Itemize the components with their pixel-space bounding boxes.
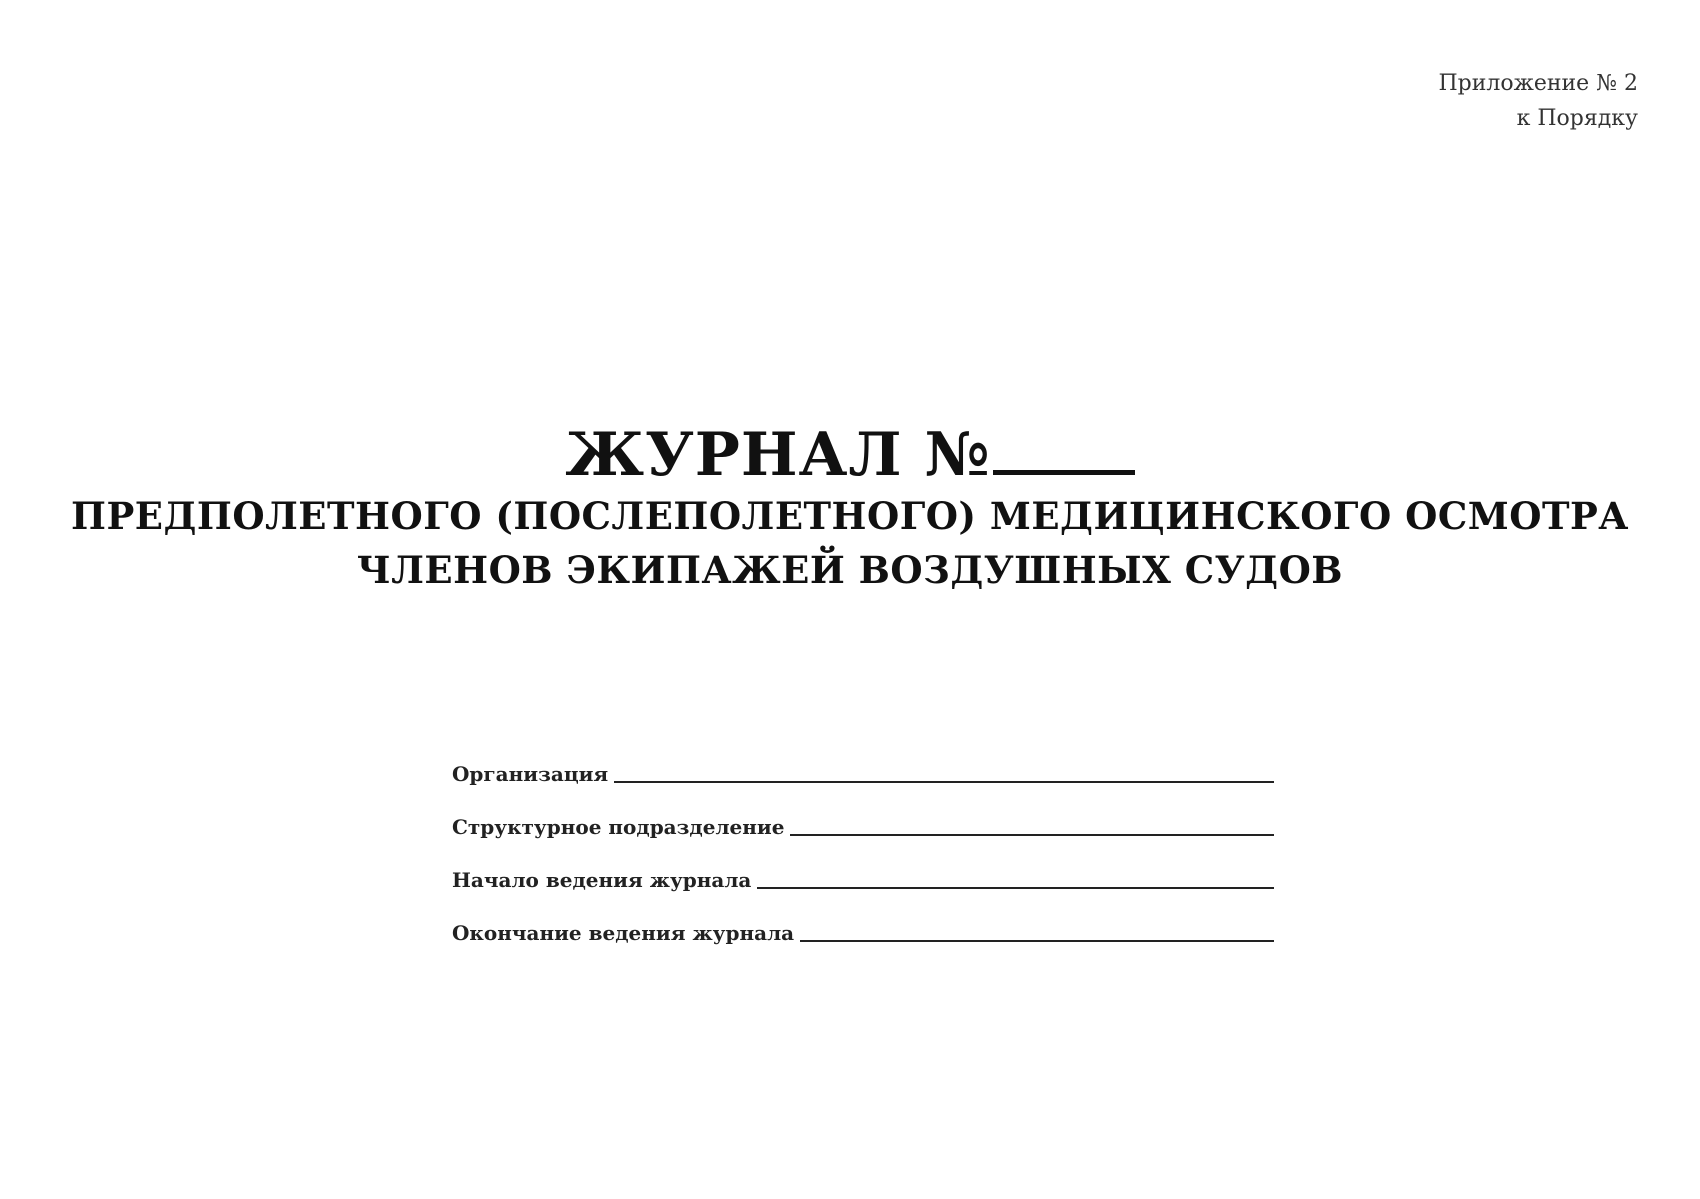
journal-fields	[452, 734, 1274, 946]
field-department-blank[interactable]	[790, 814, 1274, 836]
field-start-date-label: Начало ведения журнала	[452, 868, 752, 892]
field-end-date-blank[interactable]	[800, 920, 1274, 942]
field-department-label: Структурное подразделение	[452, 815, 785, 839]
appendix-line-1: Приложение № 2	[1438, 71, 1638, 96]
field-organization-label: Организация	[452, 762, 609, 786]
field-department	[452, 787, 1274, 840]
field-end-date	[452, 893, 1274, 946]
appendix-line-2: к Порядку	[1516, 106, 1638, 131]
field-organization-blank[interactable]	[614, 761, 1274, 783]
journal-title-block	[0, 420, 1700, 597]
journal-subtitle-line-2: ЧЛЕНОВ ЭКИПАЖЕЙ ВОЗДУШНЫХ СУДОВ	[356, 548, 1344, 592]
appendix-note	[1438, 66, 1638, 136]
journal-number-blank[interactable]	[993, 420, 1135, 475]
field-start-date-blank[interactable]	[757, 867, 1274, 889]
journal-title-text: ЖУРНАЛ №	[565, 420, 991, 490]
field-organization	[452, 734, 1274, 787]
journal-subtitle-line-1: ПРЕДПОЛЕТНОГО (ПОСЛЕПОЛЕТНОГО) МЕДИЦИНСКОГО ОСМОТРА	[71, 494, 1629, 538]
field-end-date-label: Окончание ведения журнала	[452, 921, 795, 945]
field-start-date	[452, 840, 1274, 893]
journal-title	[0, 420, 1700, 489]
